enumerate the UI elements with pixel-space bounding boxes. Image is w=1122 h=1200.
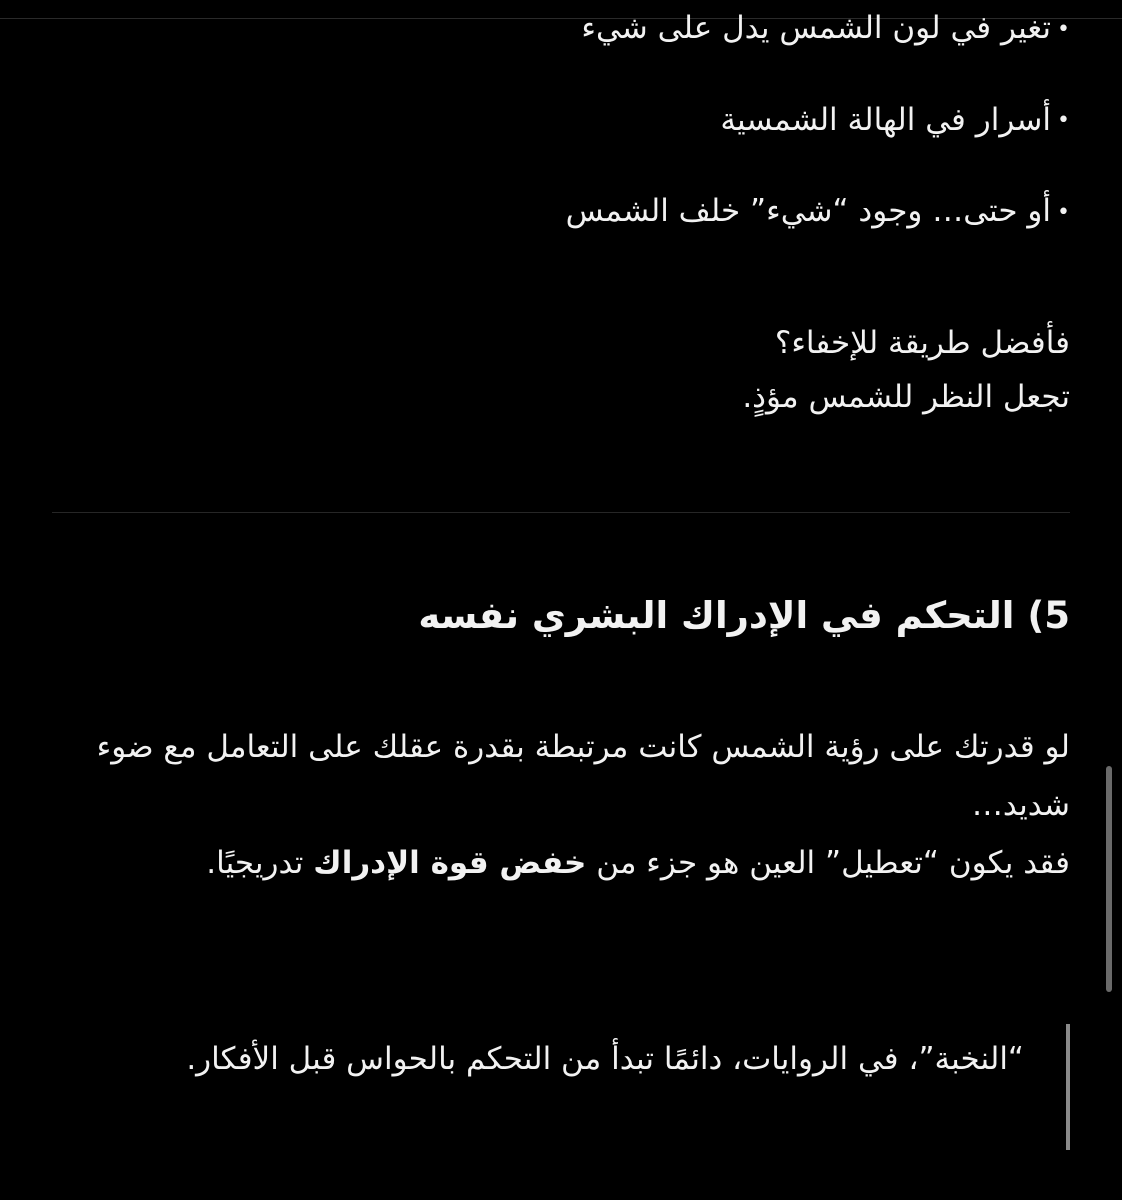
paragraph-text: فقد يكون “تعطيل” العين هو جزء من	[586, 845, 1070, 881]
paragraph	[52, 718, 1070, 892]
list-item	[52, 189, 1070, 235]
list-item-text: تغير في لون الشمس يدل على شيء	[581, 10, 1052, 46]
list-item	[52, 98, 1070, 144]
list-item-text: أو حتى… وجود “شيء” خلف الشمس	[565, 193, 1052, 229]
paragraph-text: لو قدرتك على رؤية الشمس كانت مرتبطة بقدرة عقلك على التعامل مع ضوء شديد…	[96, 729, 1070, 823]
list-item-text: أسرار في الهالة الشمسية	[720, 101, 1052, 138]
bullet-dot: •	[1057, 108, 1070, 133]
quote-text: “النخبة”، في الروايات، دائمًا تبدأ من التحكم بالحواس قبل الأفكار.	[186, 1041, 1024, 1077]
list-item	[52, 6, 1070, 52]
paragraph	[52, 316, 1070, 424]
bullet-list	[52, 6, 1070, 281]
paragraph-text: تدريجيًا.	[206, 845, 314, 881]
bullet-dot: •	[1057, 16, 1070, 42]
bold-text: خفض قوة الإدراك	[313, 845, 587, 881]
scrollbar[interactable]	[1106, 766, 1112, 992]
section-heading: 5) التحكم في الإدراك البشري نفسه	[418, 594, 1070, 637]
paragraph-line: فأفضل طريقة للإخفاء؟	[774, 325, 1070, 361]
paragraph-line: تجعل النظر للشمس مؤذٍ.	[742, 379, 1070, 415]
section-divider	[52, 512, 1070, 513]
bullet-dot: •	[1057, 199, 1070, 225]
blockquote	[48, 1024, 1070, 1150]
